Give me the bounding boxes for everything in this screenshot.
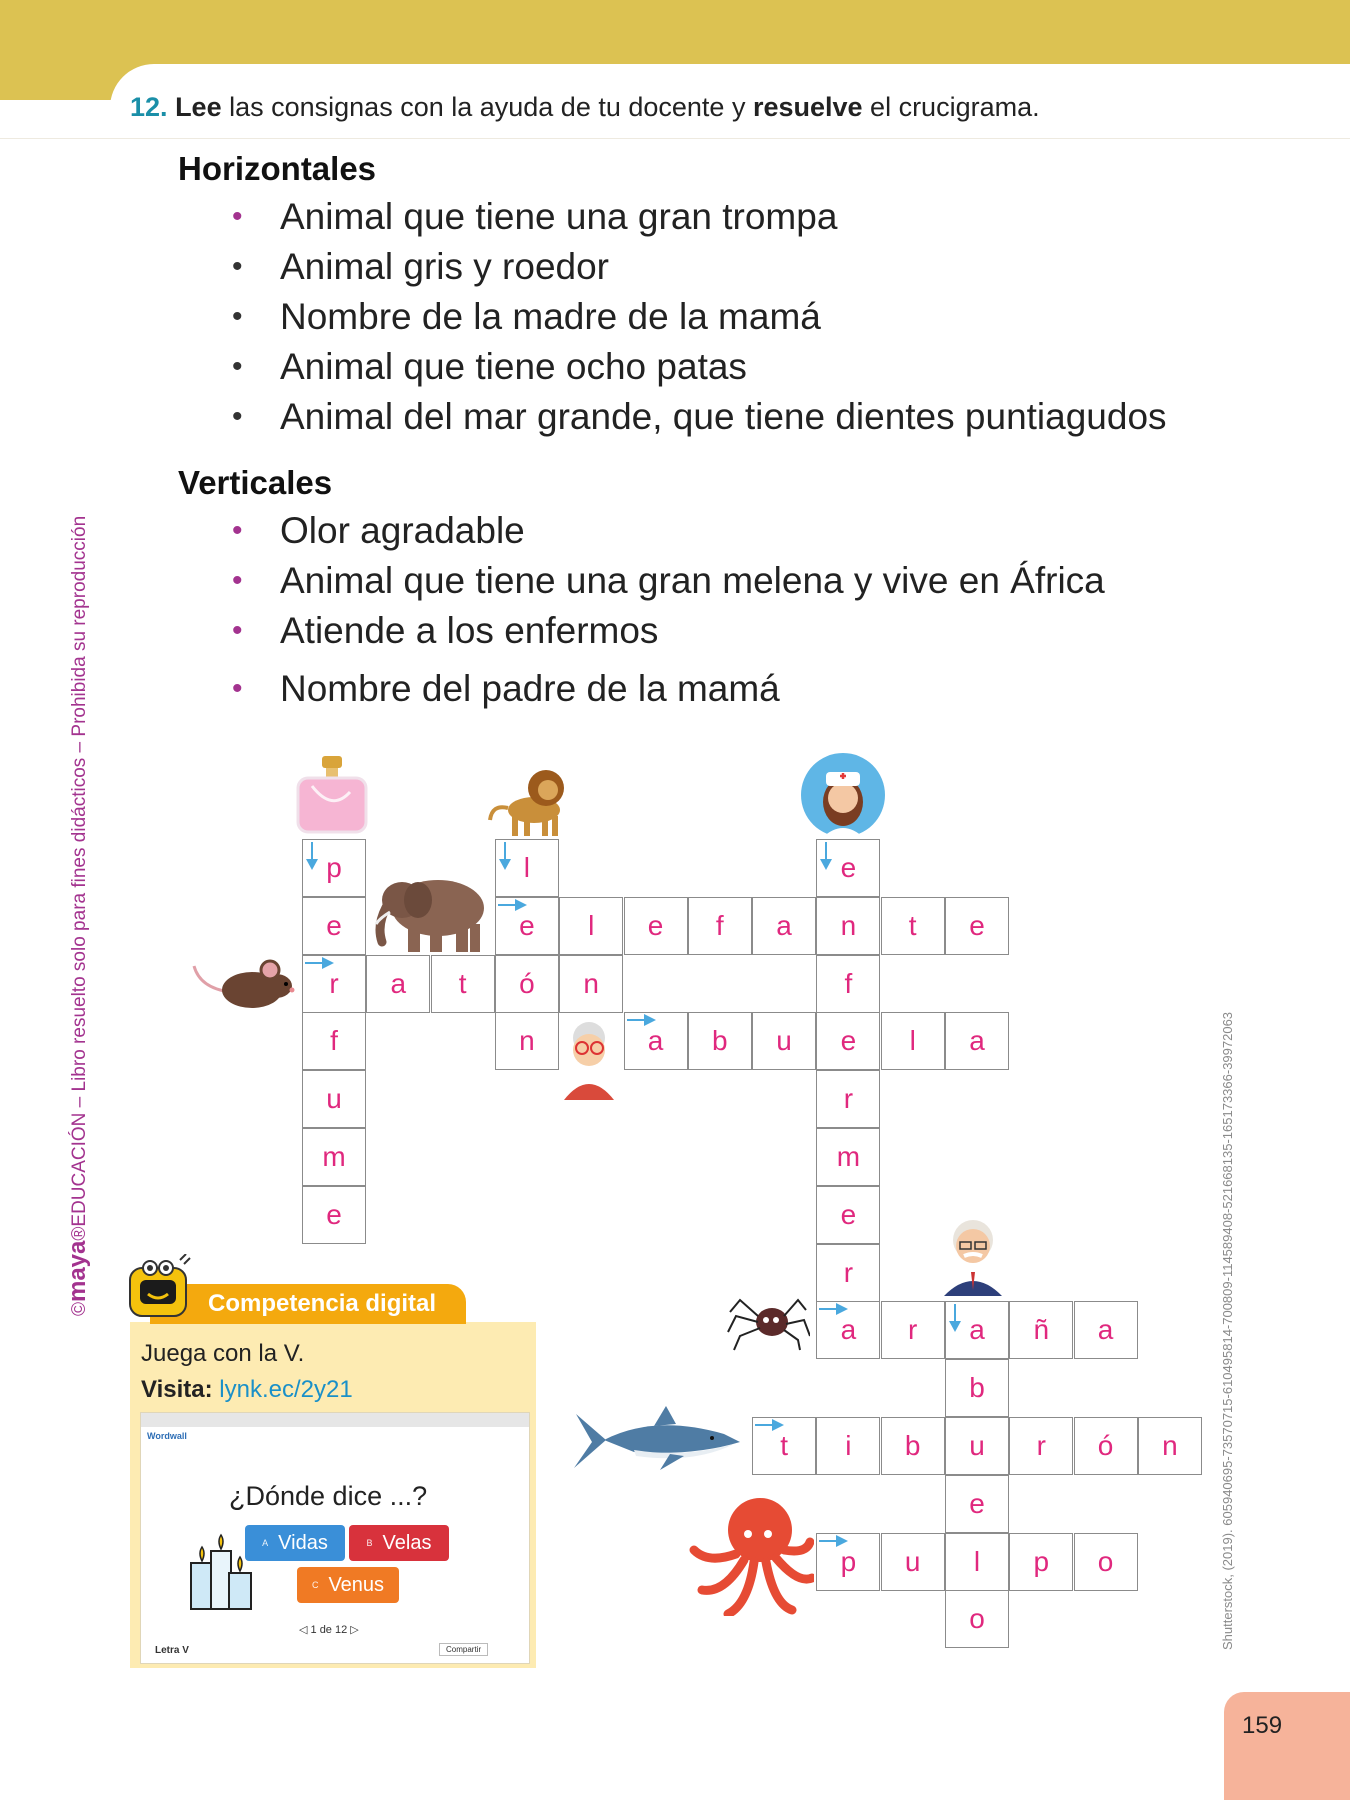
crossword-cell[interactable]: e (624, 897, 688, 955)
crossword-cell[interactable]: f (688, 897, 752, 955)
verticales-heading: Verticales (178, 464, 333, 501)
arrow-right-icon (304, 956, 336, 970)
answer-b-button[interactable] (349, 1525, 449, 1561)
copyright-text: ®EDUCACIÓN – Libro resuelto solo para fines didácticos – Prohibida su reproducción (69, 515, 90, 1241)
wordwall-logo: Wordwall (147, 1431, 187, 1441)
instruction-text-end: el crucigrama. (862, 92, 1040, 122)
crossword-cell[interactable]: e (816, 1012, 880, 1070)
crossword-cell[interactable]: f (816, 955, 880, 1013)
perfume-icon (292, 752, 372, 836)
brand-logo: maya (64, 1240, 91, 1302)
clue-horizontal-5: Animal del mar grande, que tiene dientes puntiagudos (280, 396, 1167, 437)
arrow-down-icon (948, 1303, 962, 1333)
browser-bar (141, 1413, 529, 1427)
screenshot-question: ¿Dónde dice ...? (229, 1481, 428, 1511)
clue-vertical-2: Animal que tiene una gran melena y vive en África (280, 560, 1105, 601)
crossword-cell[interactable]: l (559, 897, 623, 955)
crossword-cell[interactable]: t (752, 1417, 816, 1475)
arrow-right-icon (754, 1418, 786, 1432)
clue-vertical-1: Olor agradable (280, 510, 525, 551)
crossword-cell[interactable]: ñ (1009, 1301, 1073, 1359)
crossword-cell[interactable]: a (816, 1301, 880, 1359)
arrow-down-icon (305, 841, 319, 871)
crossword-cell[interactable]: r (1009, 1417, 1073, 1475)
octopus-icon (688, 1494, 814, 1616)
divider (0, 138, 1350, 139)
screenshot-footer: Letra V (155, 1645, 189, 1656)
crossword-cell[interactable]: b (945, 1359, 1009, 1417)
arrow-down-icon (819, 841, 833, 871)
crossword-cell[interactable]: e (945, 1475, 1009, 1533)
answer-a-button[interactable] (245, 1525, 345, 1561)
mouse-icon (190, 952, 300, 1012)
crossword-cell[interactable]: r (816, 1244, 880, 1302)
crossword-cell[interactable]: u (945, 1417, 1009, 1475)
arrow-right-icon (626, 1013, 658, 1027)
instruction-verb-read: Lee (175, 92, 222, 122)
answer-label: Velas (382, 1531, 432, 1554)
crossword-cell[interactable]: t (431, 955, 495, 1013)
bullet-icon: • (232, 672, 243, 705)
crossword-cell[interactable]: r (816, 1070, 880, 1128)
crossword-cell[interactable]: a (366, 955, 430, 1013)
crossword-cell[interactable]: o (945, 1590, 1009, 1648)
crossword-cell[interactable]: m (302, 1128, 366, 1186)
crossword-cell[interactable]: i (816, 1417, 880, 1475)
page-number-tab (1224, 1692, 1350, 1800)
crossword-cell[interactable]: u (752, 1012, 816, 1070)
screenshot-pager: ◁ 1 de 12 ▷ (299, 1624, 359, 1636)
pager-text: 1 de 12 (310, 1624, 348, 1636)
answer-key: B (366, 1538, 373, 1548)
crossword-cell[interactable]: r (302, 955, 366, 1013)
arrow-right-icon (818, 1534, 850, 1548)
activity-screenshot (140, 1412, 530, 1664)
horizontales-heading: Horizontales (178, 150, 377, 187)
bullet-icon: • (232, 300, 243, 333)
answer-key: C (311, 1580, 319, 1590)
answer-key: A (262, 1538, 269, 1548)
elephant-icon (368, 864, 490, 954)
competencia-digital-title: Competencia digital (208, 1290, 437, 1317)
answer-c-button[interactable] (297, 1567, 399, 1603)
crossword-cell[interactable]: o (1074, 1533, 1138, 1591)
visit-label: Visita: (141, 1376, 213, 1403)
answer-label: Venus (328, 1573, 385, 1596)
clue-horizontal-4: Animal que tiene ocho patas (280, 346, 747, 387)
bullet-icon: • (232, 614, 243, 647)
shark-icon (574, 1404, 742, 1474)
page-number: 159 (1242, 1712, 1283, 1739)
instruction-text: las consignas con la ayuda de tu docente y (221, 92, 753, 122)
share-button[interactable]: Compartir (439, 1643, 488, 1656)
screenshot-brand (147, 1431, 187, 1441)
crossword-cell[interactable]: l (495, 839, 559, 897)
answer-label: Vidas (278, 1531, 328, 1554)
bullet-icon: • (232, 400, 243, 433)
crossword-cell[interactable]: l (945, 1533, 1009, 1591)
crossword-cell[interactable]: f (302, 1012, 366, 1070)
arrow-right-icon (497, 898, 529, 912)
crossword-cell[interactable]: t (881, 897, 945, 955)
bullet-icon: • (232, 250, 243, 283)
crossword-cell[interactable]: e (495, 897, 559, 955)
bullet-icon: • (232, 514, 243, 547)
crossword-cell[interactable]: e (816, 1186, 880, 1244)
crossword-cell[interactable]: p (1009, 1533, 1073, 1591)
clue-horizontal-1: Animal que tiene una gran trompa (280, 196, 838, 237)
crossword-cell[interactable]: e (302, 897, 366, 955)
panel-visit-line (141, 1376, 353, 1404)
panel-instruction: Juega con la V. (141, 1340, 305, 1367)
crossword-cell[interactable]: l (881, 1012, 945, 1070)
crossword-cell[interactable]: n (1138, 1417, 1202, 1475)
arrow-right-icon (818, 1302, 850, 1316)
visit-link[interactable]: lynk.ec/2y21 (219, 1376, 353, 1403)
crossword-cell[interactable]: b (881, 1417, 945, 1475)
crossword-cell[interactable]: e (302, 1186, 366, 1244)
crossword-cell[interactable]: a (752, 897, 816, 955)
bullet-icon: • (232, 564, 243, 597)
crossword-cell[interactable]: n (495, 1012, 559, 1070)
exercise-number: 12. (130, 92, 168, 122)
robot-icon (124, 1254, 200, 1330)
grandmother-icon (556, 1016, 622, 1100)
copyright-side-text (64, 516, 92, 1316)
instruction (130, 92, 1040, 123)
clue-horizontal-2: Animal gris y roedor (280, 246, 610, 287)
bullet-icon: • (232, 200, 243, 233)
crossword-cell[interactable]: e (945, 897, 1009, 955)
crossword-cell[interactable]: r (881, 1301, 945, 1359)
clue-vertical-4: Nombre del padre de la mamá (280, 668, 780, 709)
lion-icon (484, 760, 570, 838)
crossword-cell[interactable]: e (816, 839, 880, 897)
crossword-cell[interactable]: a (1074, 1301, 1138, 1359)
crossword-cell[interactable]: p (816, 1533, 880, 1591)
crossword-cell[interactable]: m (816, 1128, 880, 1186)
crossword-cell[interactable]: ó (1074, 1417, 1138, 1475)
crossword-cell[interactable]: a (945, 1301, 1009, 1359)
arrow-down-icon (498, 841, 512, 871)
spider-icon (726, 1292, 810, 1352)
crossword-cell[interactable]: a (945, 1012, 1009, 1070)
bullet-icon: • (232, 350, 243, 383)
clue-vertical-3: Atiende a los enfermos (280, 610, 659, 651)
crossword-cell[interactable]: b (688, 1012, 752, 1070)
image-credit: Shutterstock, (2019). 605940695-73570715-610495814-700809-114589408-521668135-165173366-39972063 (1220, 1011, 1235, 1650)
crossword-cell[interactable]: u (881, 1533, 945, 1591)
crossword-cell[interactable]: p (302, 839, 366, 897)
nurse-icon (800, 752, 886, 838)
copyright-symbol: © (69, 1302, 90, 1316)
crossword-cell[interactable]: a (624, 1012, 688, 1070)
instruction-verb-solve: resuelve (752, 92, 863, 122)
crossword-cell[interactable]: u (302, 1070, 366, 1128)
grandfather-icon (938, 1212, 1008, 1296)
crossword-cell[interactable]: n (559, 955, 623, 1013)
clue-horizontal-3: Nombre de la madre de la mamá (280, 296, 821, 337)
crossword-cell[interactable]: ó (495, 955, 559, 1013)
crossword-cell[interactable]: n (816, 897, 880, 955)
